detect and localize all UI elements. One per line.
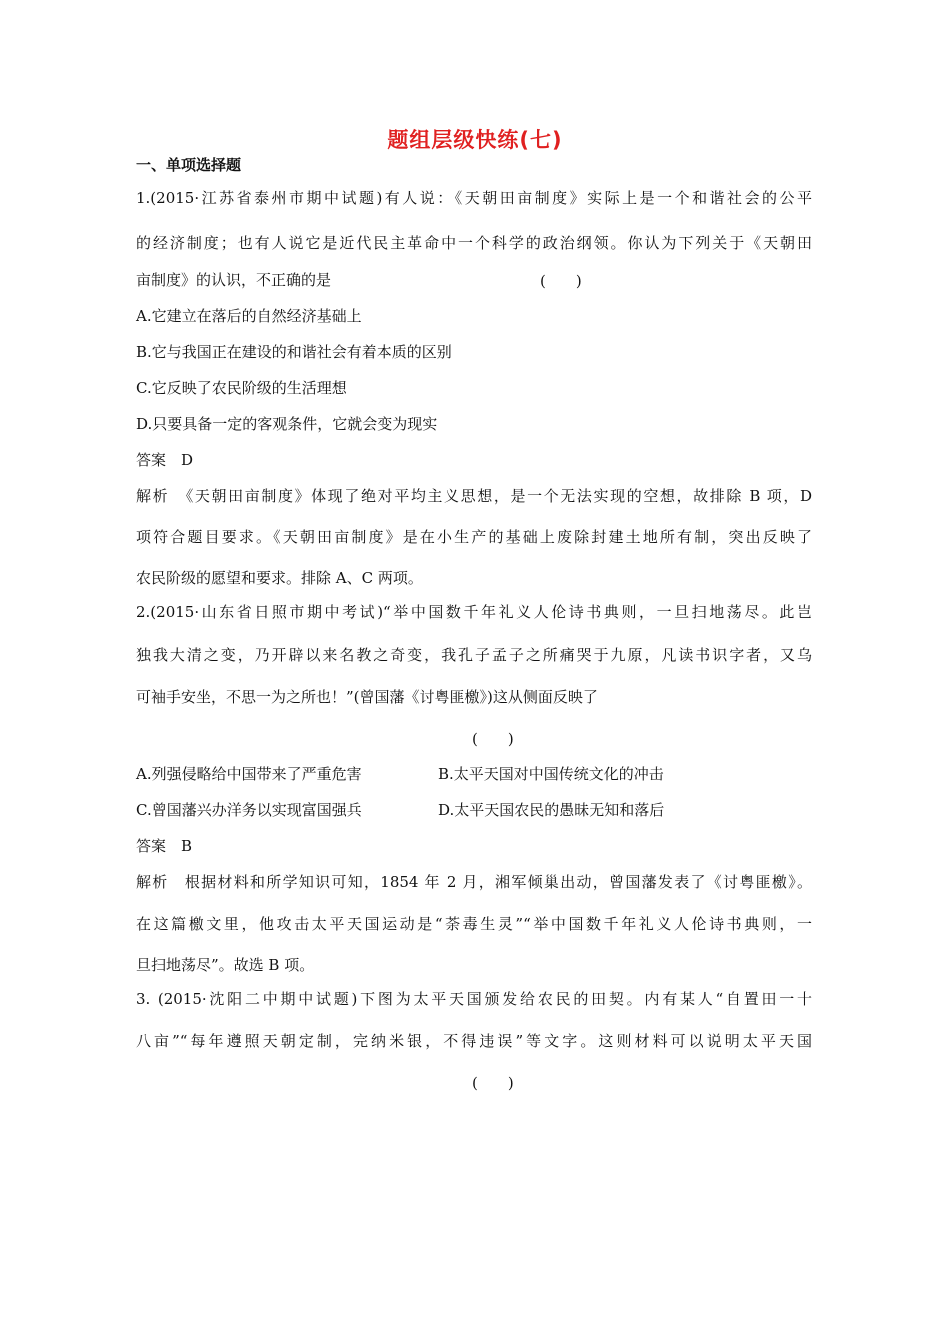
q3-answer-paren: ( ) (472, 1074, 514, 1092)
q1-analysis-line-2: 项符合题目要求。《天朝田亩制度》是在小生产的基础上废除封建土地所有制，突出反映了 (136, 528, 812, 546)
q2-option-d: D.太平天国农民的愚昧无知和落后 (438, 801, 665, 819)
q3-stem-line-2: 八亩”“每年遵照天朝定制，完纳米银，不得违误”等文字。这则材料可以说明太平天国 (136, 1032, 812, 1050)
q1-analysis-line-1: 解析 《天朝田亩制度》体现了绝对平均主义思想，是一个无法实现的空想，故排除 B 项，D (136, 487, 812, 505)
q1-stem-line-3: 亩制度》的认识，不正确的是 (136, 271, 332, 289)
q2-stem-line-2: 独我大清之变，乃开辟以来名教之奇变，我孔子孟子之所痛哭于九原，凡读书识字者，又乌 (136, 646, 812, 664)
q2-option-c: C.曾国藩兴办洋务以实现富国强兵 (136, 801, 362, 819)
q3-stem-line-1: 3. (2015·沈阳二中期中试题)下图为太平天国颁发给农民的田契。内有某人“自置田一十 (136, 990, 812, 1008)
q2-analysis-line-3: 旦扫地荡尽”。故选 B 项。 (136, 956, 315, 974)
q1-stem-line-2: 的经济制度；也有人说它是近代民主革命中一个科学的政治纲领。你认为下列关于《天朝田 (136, 234, 812, 252)
q2-answer: 答案 B (136, 837, 193, 855)
q2-answer-paren: ( ) (472, 730, 514, 748)
section-heading: 一、单项选择题 (136, 156, 242, 174)
q2-analysis-line-2: 在这篇檄文里，他攻击太平天国运动是“荼毒生灵”“举中国数千年礼义人伦诗书典则，一 (136, 915, 812, 933)
page-title: 题组层级快练(七) (387, 128, 563, 152)
q1-option-a: A.它建立在落后的自然经济基础上 (136, 307, 362, 325)
q1-answer-paren: ( ) (540, 272, 582, 290)
q2-option-a: A.列强侵略给中国带来了严重危害 (136, 765, 362, 783)
q2-stem-line-3: 可袖手安坐，不思一为之所也！”(曾国藩《讨粤匪檄》)这从侧面反映了 (136, 688, 598, 706)
q2-stem-line-1: 2.(2015·山东省日照市期中考试)“举中国数千年礼义人伦诗书典则，一旦扫地荡尽。此岂 (136, 603, 812, 621)
q2-option-b: B.太平天国对中国传统文化的冲击 (438, 765, 664, 783)
q1-option-b: B.它与我国正在建设的和谐社会有着本质的区别 (136, 343, 452, 361)
q1-option-c: C.它反映了农民阶级的生活理想 (136, 379, 347, 397)
q1-stem-line-1: 1.(2015·江苏省泰州市期中试题)有人说：《天朝田亩制度》实际上是一个和谐社会的公平 (136, 189, 812, 207)
q1-answer: 答案 D (136, 451, 194, 469)
q1-option-d: D.只要具备一定的客观条件，它就会变为现实 (136, 415, 438, 433)
q1-analysis-line-3: 农民阶级的愿望和要求。排除 A、C 两项。 (136, 569, 423, 587)
q2-analysis-line-1: 解析 根据材料和所学知识可知，1854 年 2 月，湘军倾巢出动，曾国藩发表了《讨粤匪檄》。 (136, 873, 812, 891)
